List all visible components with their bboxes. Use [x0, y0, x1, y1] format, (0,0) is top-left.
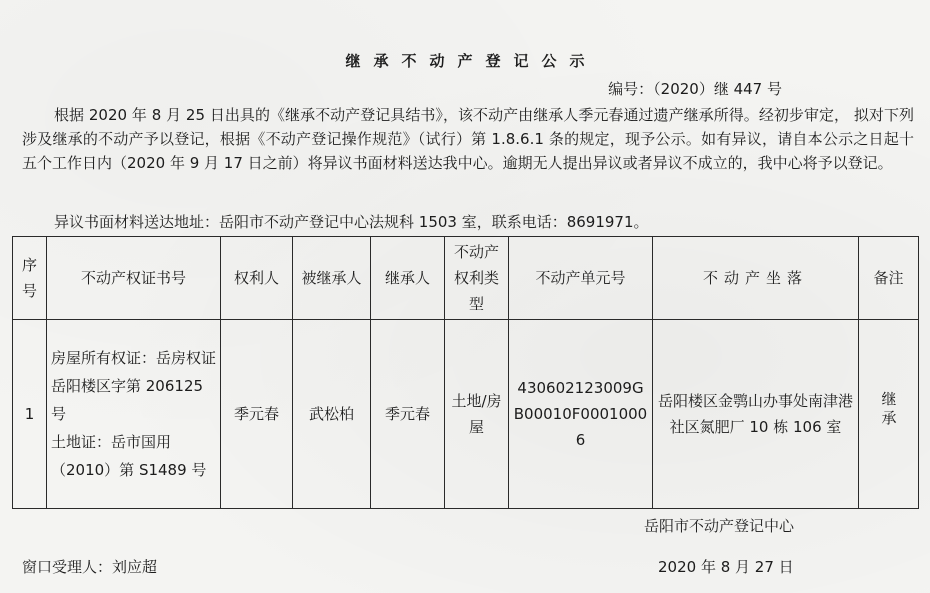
cell-seq: 1	[13, 320, 47, 509]
cell-location: 岳阳楼区金鹗山办事处南津港社区氮肥厂 10 栋 106 室	[653, 320, 859, 509]
registration-table	[12, 236, 919, 509]
issue-date: 2020 年 8 月 27 日	[658, 558, 794, 576]
header-right-holder: 权利人	[221, 237, 293, 320]
cell-cert-no: 房屋所有权证：岳房权证岳阳楼区字第 206125 号 土地证：岳市国用（2010）第 S1489 号	[47, 320, 221, 509]
header-heir: 继承人	[371, 237, 445, 320]
table-header-row	[13, 237, 919, 320]
cell-right-type: 土地/房屋	[445, 320, 509, 509]
cell-decedent: 武松柏	[293, 320, 371, 509]
issuing-organization: 岳阳市不动产登记中心	[644, 517, 795, 535]
cell-unit-no: 430602123009GB00010F00010006	[509, 320, 653, 509]
doc-number: 编号：（2020）继 447 号	[608, 80, 782, 98]
header-right-type: 不动产权利类型	[445, 237, 509, 320]
header-location: 不动产坐落	[653, 237, 859, 320]
cell-heir: 季元春	[371, 320, 445, 509]
remark-text: 继承	[879, 391, 898, 429]
notice-body: 根据 2020 年 8 月 25 日出具的《继承不动产登记具结书》，该不动产由继承人季元春通过遗产继承所得。经初步审定， 拟对下列涉及继承的不动产予以登记，根据《不动产登记操作规范》（试行）第 1.8.6.1 条的规定，现予公示。如有异议，请自本公示之日起十五个工作日内（2020 年 9 月 17 日之前）将异议书面材料送达我中心。逾期无人提出异议或者异议不成立的，我中心将予以登记。	[22, 106, 914, 172]
cell-right-holder: 季元春	[221, 320, 293, 509]
header-seq: 序号	[13, 237, 47, 320]
window-clerk: 窗口受理人：刘应超	[22, 558, 158, 576]
header-decedent: 被继承人	[293, 237, 371, 320]
header-remark: 备注	[859, 237, 919, 320]
header-cert-no: 不动产权证书号	[47, 237, 221, 320]
notice-title: 继承不动产登记公示	[345, 52, 598, 70]
cell-remark	[859, 320, 919, 509]
header-unit-no: 不动产单元号	[509, 237, 653, 320]
objection-address: 异议书面材料送达地址：岳阳市不动产登记中心法规科 1503 室，联系电话：8691971。	[54, 213, 649, 231]
table-row	[13, 320, 919, 509]
